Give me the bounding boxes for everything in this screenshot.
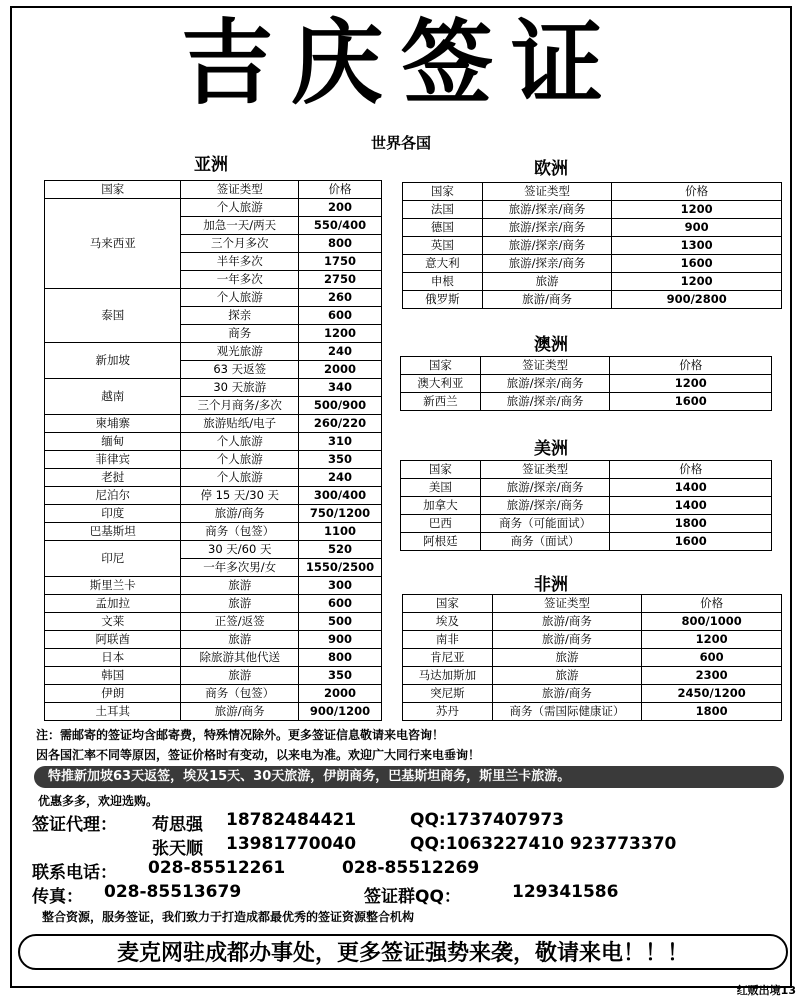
country-cell: 美国 [401, 479, 481, 497]
visa-type-cell: 旅游/探亲/商务 [480, 375, 610, 393]
europe-table [402, 182, 782, 309]
visa-type-cell: 停 15 天/30 天 [181, 487, 299, 505]
visa-type-cell: 探亲 [181, 307, 299, 325]
table-row [45, 343, 382, 361]
slogan: 整合资源，服务签证，我们致力于打造成都最优秀的签证资源整合机构 [42, 910, 415, 924]
visa-type-cell: 商务（包签） [181, 685, 299, 703]
country-cell: 意大利 [403, 255, 483, 273]
visa-type-cell: 商务（面试） [480, 533, 610, 551]
phone-2: 028-85512269 [342, 858, 480, 878]
visa-type-cell: 个人旅游 [181, 451, 299, 469]
africa-table [402, 594, 782, 721]
table-row [45, 451, 382, 469]
page-title: 吉庆签证 [180, 10, 621, 117]
visa-type-cell: 旅游/探亲/商务 [482, 219, 612, 237]
price-cell: 1550/2500 [299, 559, 382, 577]
country-cell: 伊朗 [45, 685, 181, 703]
visa-type-cell: 旅游/商务 [181, 703, 299, 721]
country-cell: 柬埔寨 [45, 415, 181, 433]
price-cell: 1800 [642, 703, 782, 721]
visa-type-cell: 三个月多次 [181, 235, 299, 253]
asia-heading: 亚洲 [194, 155, 228, 175]
country-cell: 孟加拉 [45, 595, 181, 613]
fax-label: 传真： [32, 887, 83, 907]
visa-type-cell: 旅游/探亲/商务 [480, 479, 610, 497]
table-row [45, 487, 382, 505]
price-cell: 2450/1200 [642, 685, 782, 703]
table-row [403, 685, 782, 703]
country-cell: 南非 [403, 631, 493, 649]
america-table [400, 460, 772, 551]
price-cell: 2000 [299, 685, 382, 703]
country-cell: 英国 [403, 237, 483, 255]
visa-type-cell: 旅游 [181, 631, 299, 649]
country-cell: 突尼斯 [403, 685, 493, 703]
country-cell: 肯尼亚 [403, 649, 493, 667]
table-row [401, 497, 772, 515]
visa-type-cell: 个人旅游 [181, 433, 299, 451]
table-row [403, 237, 782, 255]
country-cell: 马达加斯加 [403, 667, 493, 685]
visa-type-cell: 旅游 [181, 595, 299, 613]
table-row [45, 505, 382, 523]
price-cell: 2300 [642, 667, 782, 685]
price-cell: 1200 [299, 325, 382, 343]
price-cell: 800 [299, 649, 382, 667]
table-row [403, 703, 782, 721]
price-cell: 1600 [610, 393, 772, 411]
table-row [401, 479, 772, 497]
table-row [45, 469, 382, 487]
table-header-row [401, 357, 772, 375]
agent1-qq: QQ:1737407973 [410, 810, 564, 830]
price-cell: 1200 [612, 273, 782, 291]
country-cell: 埃及 [403, 613, 493, 631]
price-cell: 350 [299, 667, 382, 685]
price-cell: 550/400 [299, 217, 382, 235]
visa-type-cell: 旅游/商务 [492, 613, 642, 631]
visa-type-cell: 63 天返签 [181, 361, 299, 379]
table-row [403, 273, 782, 291]
agent-label: 签证代理： [32, 815, 117, 835]
table-row [403, 631, 782, 649]
country-cell: 日本 [45, 649, 181, 667]
price-cell: 1800 [610, 515, 772, 533]
visa-type-cell: 除旅游其他代送 [181, 649, 299, 667]
table-row [403, 201, 782, 219]
country-cell: 新加坡 [45, 343, 181, 379]
price-cell: 1400 [610, 497, 772, 515]
note-line-1: 注：需邮寄的签证均含邮寄费，特殊情况除外。更多签证信息敬请来电咨询！ [36, 728, 445, 742]
price-cell: 500 [299, 613, 382, 631]
agent1-phone: 18782484421 [226, 810, 357, 830]
country-cell: 德国 [403, 219, 483, 237]
country-cell: 法国 [403, 201, 483, 219]
table-row [401, 515, 772, 533]
qq-group-label: 签证群QQ： [364, 887, 461, 907]
table-row [45, 703, 382, 721]
country-cell: 菲律宾 [45, 451, 181, 469]
visa-type-cell: 个人旅游 [181, 289, 299, 307]
price-cell: 1200 [612, 201, 782, 219]
country-cell: 巴基斯坦 [45, 523, 181, 541]
column-header: 国家 [45, 181, 181, 199]
table-row [403, 255, 782, 273]
price-cell: 300 [299, 577, 382, 595]
table-row [45, 577, 382, 595]
column-header: 国家 [403, 183, 483, 201]
price-cell: 240 [299, 469, 382, 487]
price-cell: 520 [299, 541, 382, 559]
table-row [401, 375, 772, 393]
country-cell: 泰国 [45, 289, 181, 343]
table-header-row [403, 595, 782, 613]
column-header: 签证类型 [480, 461, 610, 479]
visa-type-cell: 旅游/探亲/商务 [482, 237, 612, 255]
visa-type-cell: 旅游/探亲/商务 [482, 255, 612, 273]
price-cell: 2750 [299, 271, 382, 289]
visa-type-cell: 个人旅游 [181, 469, 299, 487]
column-header: 价格 [299, 181, 382, 199]
visa-type-cell: 30 天/60 天 [181, 541, 299, 559]
price-cell: 1200 [610, 375, 772, 393]
table-row [45, 649, 382, 667]
table-row [45, 631, 382, 649]
visa-type-cell: 一年多次 [181, 271, 299, 289]
column-header: 国家 [401, 357, 481, 375]
table-row [45, 613, 382, 631]
price-cell: 500/900 [299, 397, 382, 415]
america-heading: 美洲 [534, 439, 568, 459]
country-cell: 加拿大 [401, 497, 481, 515]
table-row [403, 291, 782, 309]
country-cell: 印度 [45, 505, 181, 523]
table-row [45, 379, 382, 397]
country-cell: 澳大利亚 [401, 375, 481, 393]
visa-type-cell: 旅游/商务 [482, 291, 612, 309]
fax-number: 028-85513679 [104, 882, 242, 902]
price-cell: 260 [299, 289, 382, 307]
visa-type-cell: 正签/返签 [181, 613, 299, 631]
table-row [45, 667, 382, 685]
price-cell: 600 [299, 595, 382, 613]
visa-type-cell: 个人旅游 [181, 199, 299, 217]
subtitle: 世界各国 [370, 134, 431, 152]
table-row [403, 649, 782, 667]
table-header-row [401, 461, 772, 479]
column-header: 价格 [612, 183, 782, 201]
visa-type-cell: 旅游 [181, 577, 299, 595]
price-cell: 900/2800 [612, 291, 782, 309]
country-cell: 越南 [45, 379, 181, 415]
column-header: 签证类型 [482, 183, 612, 201]
column-header: 国家 [403, 595, 493, 613]
price-cell: 1200 [642, 631, 782, 649]
table-row [45, 289, 382, 307]
visa-type-cell: 旅游贴纸/电子 [181, 415, 299, 433]
table-header-row [45, 181, 382, 199]
visa-type-cell: 旅游 [492, 667, 642, 685]
price-cell: 900 [612, 219, 782, 237]
bottom-banner: 麦克网驻成都办事处，更多签证强势来袭，敬请来电！！！ [18, 934, 788, 970]
table-row [45, 595, 382, 613]
country-cell: 马来西亚 [45, 199, 181, 289]
country-cell: 缅甸 [45, 433, 181, 451]
qq-group-number: 129341586 [512, 882, 619, 902]
price-cell: 300/400 [299, 487, 382, 505]
welcome-text: 优惠多多，欢迎选购。 [38, 794, 159, 808]
visa-type-cell: 旅游/探亲/商务 [480, 497, 610, 515]
footer-label: 红贩出境13 [736, 984, 796, 997]
price-cell: 340 [299, 379, 382, 397]
country-cell: 韩国 [45, 667, 181, 685]
agent2-phone: 13981770040 [226, 834, 357, 854]
visa-type-cell: 旅游/商务 [181, 505, 299, 523]
price-cell: 1400 [610, 479, 772, 497]
column-header: 价格 [610, 461, 772, 479]
table-row [45, 541, 382, 559]
price-cell: 1600 [610, 533, 772, 551]
table-row [45, 523, 382, 541]
price-cell: 350 [299, 451, 382, 469]
country-cell: 土耳其 [45, 703, 181, 721]
price-cell: 1300 [612, 237, 782, 255]
visa-type-cell: 三个月商务/多次 [181, 397, 299, 415]
promo-banner: 特推新加坡63天返签，埃及15天、30天旅游，伊朗商务，巴基斯坦商务，斯里兰卡旅游。 [34, 766, 784, 788]
table-row [403, 667, 782, 685]
oceania-heading: 澳洲 [534, 335, 568, 355]
column-header: 价格 [610, 357, 772, 375]
visa-type-cell: 半年多次 [181, 253, 299, 271]
visa-type-cell: 旅游/探亲/商务 [482, 201, 612, 219]
visa-type-cell: 加急一天/两天 [181, 217, 299, 235]
price-cell: 900/1200 [299, 703, 382, 721]
price-cell: 1750 [299, 253, 382, 271]
ad-page [10, 6, 792, 988]
price-cell: 800 [299, 235, 382, 253]
table-header-row [403, 183, 782, 201]
country-cell: 新西兰 [401, 393, 481, 411]
africa-heading: 非洲 [534, 575, 568, 595]
price-cell: 200 [299, 199, 382, 217]
table-row [45, 685, 382, 703]
oceania-table [400, 356, 772, 411]
visa-type-cell: 商务 [181, 325, 299, 343]
table-row [403, 219, 782, 237]
europe-heading: 欧洲 [534, 159, 568, 179]
table-row [401, 393, 772, 411]
visa-type-cell: 旅游/探亲/商务 [480, 393, 610, 411]
asia-table [44, 180, 382, 721]
price-cell: 900 [299, 631, 382, 649]
table-row [45, 199, 382, 217]
visa-type-cell: 旅游/商务 [492, 685, 642, 703]
table-row [401, 533, 772, 551]
price-cell: 1100 [299, 523, 382, 541]
visa-type-cell: 旅游 [492, 649, 642, 667]
country-cell: 申根 [403, 273, 483, 291]
price-cell: 1600 [612, 255, 782, 273]
agent2-qq: QQ:1063227410 923773370 [410, 834, 677, 854]
visa-type-cell: 旅游/商务 [492, 631, 642, 649]
column-header: 价格 [642, 595, 782, 613]
price-cell: 600 [299, 307, 382, 325]
country-cell: 尼泊尔 [45, 487, 181, 505]
price-cell: 2000 [299, 361, 382, 379]
phone-1: 028-85512261 [148, 858, 286, 878]
country-cell: 印尼 [45, 541, 181, 577]
table-row [403, 613, 782, 631]
price-cell: 310 [299, 433, 382, 451]
visa-type-cell: 旅游 [181, 667, 299, 685]
country-cell: 苏丹 [403, 703, 493, 721]
price-cell: 240 [299, 343, 382, 361]
visa-type-cell: 商务（可能面试） [480, 515, 610, 533]
phone-label: 联系电话： [32, 863, 117, 883]
visa-type-cell: 一年多次男/女 [181, 559, 299, 577]
price-cell: 750/1200 [299, 505, 382, 523]
column-header: 国家 [401, 461, 481, 479]
agent1-name: 苟思强 [152, 815, 203, 835]
country-cell: 斯里兰卡 [45, 577, 181, 595]
country-cell: 阿联酋 [45, 631, 181, 649]
visa-type-cell: 30 天旅游 [181, 379, 299, 397]
column-header: 签证类型 [480, 357, 610, 375]
agent2-name: 张天顺 [152, 839, 203, 859]
price-cell: 800/1000 [642, 613, 782, 631]
visa-type-cell: 商务（包签） [181, 523, 299, 541]
country-cell: 文莱 [45, 613, 181, 631]
country-cell: 俄罗斯 [403, 291, 483, 309]
country-cell: 老挝 [45, 469, 181, 487]
price-cell: 600 [642, 649, 782, 667]
visa-type-cell: 旅游 [482, 273, 612, 291]
column-header: 签证类型 [492, 595, 642, 613]
country-cell: 阿根廷 [401, 533, 481, 551]
price-cell: 260/220 [299, 415, 382, 433]
visa-type-cell: 商务（需国际健康证） [492, 703, 642, 721]
table-row [45, 433, 382, 451]
column-header: 签证类型 [181, 181, 299, 199]
country-cell: 巴西 [401, 515, 481, 533]
note-line-2: 因各国汇率不同等原因，签证价格时有变动，以来电为准。欢迎广大同行来电垂询！ [36, 748, 481, 762]
table-row [45, 415, 382, 433]
visa-type-cell: 观光旅游 [181, 343, 299, 361]
